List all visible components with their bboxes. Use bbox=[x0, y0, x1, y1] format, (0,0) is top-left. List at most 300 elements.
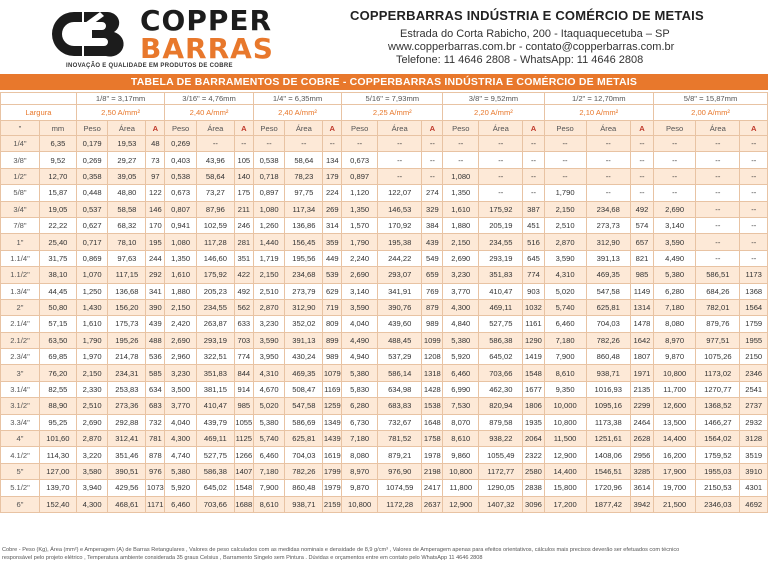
area-cell: 469,35 bbox=[586, 267, 630, 283]
ampere-header: A bbox=[422, 121, 443, 136]
area-cell: 175,73 bbox=[108, 316, 146, 332]
area-cell: 29,27 bbox=[108, 152, 146, 168]
width-mm-cell: 63,50 bbox=[39, 332, 76, 348]
peso-cell: 0,358 bbox=[76, 168, 108, 184]
peso-cell: 17,900 bbox=[654, 463, 696, 479]
width-mm-cell: 114,30 bbox=[39, 447, 76, 463]
area-cell: 625,81 bbox=[586, 299, 630, 315]
area-cell: 195,56 bbox=[285, 250, 323, 266]
area-cell: 391,13 bbox=[285, 332, 323, 348]
area-cell: 58,64 bbox=[196, 168, 234, 184]
area-cell: -- bbox=[696, 217, 740, 233]
ampere-cell: 774 bbox=[234, 349, 253, 365]
ampere-cell: 781 bbox=[146, 431, 165, 447]
ampere-cell: 659 bbox=[422, 267, 443, 283]
ampere-cell: 2159 bbox=[323, 496, 342, 512]
area-cell: 102,59 bbox=[196, 217, 234, 233]
ampere-cell: -- bbox=[740, 234, 768, 250]
ampere-header: A bbox=[323, 121, 342, 136]
area-cell: 273,36 bbox=[108, 398, 146, 414]
peso-cell: 5,380 bbox=[443, 332, 479, 348]
area-cell: 1172,77 bbox=[479, 463, 523, 479]
peso-cell: 7,180 bbox=[253, 463, 285, 479]
peso-cell: 6,460 bbox=[165, 496, 197, 512]
peso-cell: 2,690 bbox=[165, 332, 197, 348]
ampere-cell: 1806 bbox=[523, 398, 544, 414]
ampere-cell: 1208 bbox=[422, 349, 443, 365]
table-title: TABELA DE BARRAMENTOS DE COBRE - COPPERBARRAS INDÚSTRIA E COMÉRCIO DE METAIS bbox=[0, 74, 768, 90]
ampere-cell: 1349 bbox=[323, 414, 342, 430]
area-cell: -- bbox=[586, 152, 630, 168]
ampere-cell: 387 bbox=[523, 201, 544, 217]
area-cell: 352,02 bbox=[285, 316, 323, 332]
ampere-cell: 422 bbox=[234, 267, 253, 283]
area-cell: 634,98 bbox=[378, 381, 422, 397]
peso-cell: 10,800 bbox=[443, 463, 479, 479]
peso-cell: 3,950 bbox=[253, 349, 285, 365]
table-row bbox=[1, 398, 768, 414]
peso-cell: 9,860 bbox=[443, 447, 479, 463]
ampere-cell: 1407 bbox=[234, 463, 253, 479]
area-cell: 586,51 bbox=[696, 267, 740, 283]
width-inch-cell: 3" bbox=[1, 365, 40, 381]
peso-cell: 0,179 bbox=[76, 136, 108, 152]
peso-header: Peso bbox=[76, 121, 108, 136]
area-cell: 195,38 bbox=[378, 234, 422, 250]
peso-cell: 5,740 bbox=[253, 431, 285, 447]
peso-cell: 8,610 bbox=[253, 496, 285, 512]
area-cell: 312,90 bbox=[285, 299, 323, 315]
ampere-cell: 2541 bbox=[740, 381, 768, 397]
peso-cell: 0,897 bbox=[342, 168, 378, 184]
area-cell: 381,15 bbox=[196, 381, 234, 397]
ampere-cell: 1161 bbox=[523, 316, 544, 332]
ampere-cell: 2838 bbox=[523, 480, 544, 496]
ampere-cell: 439 bbox=[422, 234, 443, 250]
peso-cell: 1,080 bbox=[165, 234, 197, 250]
ampere-cell: 170 bbox=[146, 217, 165, 233]
ampere-cell: 2346 bbox=[740, 365, 768, 381]
area-cell: 78,23 bbox=[285, 168, 323, 184]
area-cell: 1564,02 bbox=[696, 431, 740, 447]
peso-cell: 3,500 bbox=[165, 381, 197, 397]
area-cell: 1270,77 bbox=[696, 381, 740, 397]
thickness-header: 3/8" = 9,52mm bbox=[443, 93, 544, 105]
current-density-header: 2,10 A/mm² bbox=[544, 105, 654, 121]
ampere-cell: 574 bbox=[630, 217, 653, 233]
peso-cell: 4,490 bbox=[654, 250, 696, 266]
peso-cell: 2,330 bbox=[76, 381, 108, 397]
ampere-cell: -- bbox=[234, 136, 253, 152]
width-inch-cell: 2.1/4" bbox=[1, 316, 40, 332]
peso-cell: 0,717 bbox=[76, 234, 108, 250]
width-inch-cell: 1/2" bbox=[1, 168, 40, 184]
area-cell: -- bbox=[696, 168, 740, 184]
area-cell: -- bbox=[696, 201, 740, 217]
peso-cell: 0,718 bbox=[253, 168, 285, 184]
area-cell: 136,68 bbox=[108, 283, 146, 299]
peso-cell: 1,350 bbox=[342, 201, 378, 217]
footer-line-2: responsável pelo projeto elétrico , Temperatura ambiente considerada 35 graus Celsius , Barramento Singelo sem Pintura . Dúvidas e orçamentos entre em contato pelo WhatsApp 11 4646 2808 bbox=[2, 555, 483, 561]
area-cell: 146,60 bbox=[196, 250, 234, 266]
peso-cell: 6,990 bbox=[443, 381, 479, 397]
width-mm-cell: 9,52 bbox=[39, 152, 76, 168]
area-cell: 351,83 bbox=[196, 365, 234, 381]
area-cell: 1251,61 bbox=[586, 431, 630, 447]
ampere-cell: 2737 bbox=[740, 398, 768, 414]
ampere-cell: 105 bbox=[234, 152, 253, 168]
area-cell: 469,11 bbox=[196, 431, 234, 447]
area-cell: 860,48 bbox=[285, 480, 323, 496]
company-address: Estrada do Corta Rabicho, 200 - Itaquaquecetuba – SP bbox=[400, 28, 670, 40]
ampere-cell: 2464 bbox=[630, 414, 653, 430]
width-mm-cell: 44,45 bbox=[39, 283, 76, 299]
peso-cell: 8,070 bbox=[443, 414, 479, 430]
ampere-cell: 3910 bbox=[740, 463, 768, 479]
area-cell: 73,27 bbox=[196, 185, 234, 201]
peso-header: Peso bbox=[443, 121, 479, 136]
peso-cell: 2,510 bbox=[253, 283, 285, 299]
area-cell: -- bbox=[696, 152, 740, 168]
peso-cell: 13,500 bbox=[654, 414, 696, 430]
width-inch-cell: 4.1/2" bbox=[1, 447, 40, 463]
table-row bbox=[1, 316, 768, 332]
ampere-cell: 1318 bbox=[422, 365, 443, 381]
ampere-cell: 732 bbox=[146, 414, 165, 430]
area-cell: 527,75 bbox=[479, 316, 523, 332]
area-cell: 782,26 bbox=[285, 463, 323, 479]
area-cell: 879,21 bbox=[378, 447, 422, 463]
peso-cell: 17,200 bbox=[544, 496, 586, 512]
header-row-current bbox=[1, 105, 768, 121]
area-cell: 429,56 bbox=[108, 480, 146, 496]
peso-cell: 1,080 bbox=[253, 201, 285, 217]
width-mm-cell: 6,35 bbox=[39, 136, 76, 152]
ampere-cell: 1073 bbox=[146, 480, 165, 496]
ampere-cell: 1807 bbox=[630, 349, 653, 365]
footer-notes bbox=[2, 546, 766, 562]
area-header: Área bbox=[378, 121, 422, 136]
peso-cell: 1,610 bbox=[76, 316, 108, 332]
peso-cell: 1,570 bbox=[342, 217, 378, 233]
ampere-cell: 224 bbox=[323, 185, 342, 201]
peso-cell: 2,870 bbox=[76, 431, 108, 447]
ampere-cell: 809 bbox=[323, 316, 342, 332]
area-cell: 430,24 bbox=[285, 349, 323, 365]
area-cell: 312,90 bbox=[586, 234, 630, 250]
width-inch-cell: 1.3/4" bbox=[1, 283, 40, 299]
ampere-cell: 989 bbox=[422, 316, 443, 332]
width-inch-cell: 3.1/4" bbox=[1, 381, 40, 397]
area-cell: 322,51 bbox=[196, 349, 234, 365]
peso-cell: 1,610 bbox=[443, 201, 479, 217]
ampere-cell: -- bbox=[422, 152, 443, 168]
table-row bbox=[1, 365, 768, 381]
ampere-cell: -- bbox=[740, 217, 768, 233]
peso-cell: 19,700 bbox=[654, 480, 696, 496]
peso-cell: 2,870 bbox=[253, 299, 285, 315]
ampere-cell: 384 bbox=[422, 217, 443, 233]
peso-cell: 1,080 bbox=[443, 168, 479, 184]
width-mm-cell: 95,25 bbox=[39, 414, 76, 430]
peso-cell: 3,590 bbox=[253, 332, 285, 348]
ampere-cell: 516 bbox=[523, 234, 544, 250]
ampere-cell: 769 bbox=[422, 283, 443, 299]
peso-cell: 4,310 bbox=[253, 365, 285, 381]
peso-cell: 7,900 bbox=[544, 349, 586, 365]
peso-cell: 1,260 bbox=[253, 217, 285, 233]
area-cell: 273,73 bbox=[586, 217, 630, 233]
ampere-cell: 536 bbox=[146, 349, 165, 365]
ampere-cell: 844 bbox=[234, 365, 253, 381]
thickness-header: 1/4" = 6,35mm bbox=[253, 93, 341, 105]
peso-cell: 12,600 bbox=[654, 398, 696, 414]
ampere-cell: 719 bbox=[323, 299, 342, 315]
ampere-cell: 1642 bbox=[630, 332, 653, 348]
ampere-cell: 1055 bbox=[234, 414, 253, 430]
peso-cell: 2,690 bbox=[76, 414, 108, 430]
width-inch-cell: 3.3/4" bbox=[1, 414, 40, 430]
area-cell: -- bbox=[378, 136, 422, 152]
ampere-cell: 985 bbox=[234, 398, 253, 414]
table-row bbox=[1, 480, 768, 496]
peso-cell: 1,120 bbox=[342, 185, 378, 201]
width-mm-cell: 19,05 bbox=[39, 201, 76, 217]
ampere-cell: 2135 bbox=[630, 381, 653, 397]
header bbox=[0, 0, 768, 74]
table-row bbox=[1, 217, 768, 233]
ampere-cell: -- bbox=[323, 136, 342, 152]
peso-cell: 4,740 bbox=[165, 447, 197, 463]
area-cell: 2346,03 bbox=[696, 496, 740, 512]
width-inch-cell: 1.1/2" bbox=[1, 267, 40, 283]
peso-cell: 11,700 bbox=[654, 381, 696, 397]
area-cell: 1016,93 bbox=[586, 381, 630, 397]
peso-cell: 3,140 bbox=[342, 283, 378, 299]
area-cell: 234,55 bbox=[479, 234, 523, 250]
area-cell: 97,75 bbox=[285, 185, 323, 201]
peso-cell: 0,538 bbox=[165, 168, 197, 184]
peso-cell: 5,380 bbox=[253, 414, 285, 430]
area-cell: 703,66 bbox=[196, 496, 234, 512]
ampere-cell: 2322 bbox=[523, 447, 544, 463]
area-cell: 645,02 bbox=[479, 349, 523, 365]
ampere-cell: 1799 bbox=[323, 463, 342, 479]
peso-cell: 5,380 bbox=[165, 463, 197, 479]
area-cell: -- bbox=[586, 136, 630, 152]
peso-cell: -- bbox=[253, 136, 285, 152]
peso-cell: 6,730 bbox=[342, 414, 378, 430]
area-cell: 312,41 bbox=[108, 431, 146, 447]
peso-cell: 5,020 bbox=[253, 398, 285, 414]
ampere-header: A bbox=[740, 121, 768, 136]
area-cell: 782,26 bbox=[586, 332, 630, 348]
peso-cell: 1,880 bbox=[165, 283, 197, 299]
ampere-cell: 2417 bbox=[422, 480, 443, 496]
area-cell: 469,35 bbox=[285, 365, 323, 381]
area-cell: 390,51 bbox=[108, 463, 146, 479]
peso-cell: 11,800 bbox=[443, 480, 479, 496]
area-cell: 683,83 bbox=[378, 398, 422, 414]
thickness-header: 1/2" = 12,70mm bbox=[544, 93, 654, 105]
unit-mm-header: mm bbox=[39, 121, 76, 136]
peso-cell: 2,150 bbox=[165, 299, 197, 315]
area-cell: -- bbox=[479, 168, 523, 184]
ampere-cell: 281 bbox=[234, 234, 253, 250]
peso-header: Peso bbox=[654, 121, 696, 136]
area-cell: 234,31 bbox=[108, 365, 146, 381]
peso-cell: 2,420 bbox=[165, 316, 197, 332]
area-cell: 175,92 bbox=[196, 267, 234, 283]
ampere-cell: 274 bbox=[422, 185, 443, 201]
area-cell: 1172,28 bbox=[378, 496, 422, 512]
peso-cell: -- bbox=[544, 136, 586, 152]
area-cell: 879,58 bbox=[479, 414, 523, 430]
ampere-cell: 1758 bbox=[422, 431, 443, 447]
peso-cell: 3,590 bbox=[342, 299, 378, 315]
ampere-cell: 2932 bbox=[740, 414, 768, 430]
peso-cell: 6,460 bbox=[443, 365, 479, 381]
peso-cell: 0,403 bbox=[165, 152, 197, 168]
peso-cell: -- bbox=[654, 168, 696, 184]
ampere-cell: 314 bbox=[323, 217, 342, 233]
peso-cell: 1,350 bbox=[443, 185, 479, 201]
peso-cell: 8,970 bbox=[654, 332, 696, 348]
ampere-cell: 3614 bbox=[630, 480, 653, 496]
area-cell: 43,96 bbox=[196, 152, 234, 168]
peso-cell: 10,800 bbox=[654, 365, 696, 381]
area-cell: 410,47 bbox=[479, 283, 523, 299]
peso-cell: 4,040 bbox=[342, 316, 378, 332]
ampere-cell: 179 bbox=[323, 168, 342, 184]
ampere-cell: 329 bbox=[422, 201, 443, 217]
ampere-header: A bbox=[523, 121, 544, 136]
area-cell: 462,30 bbox=[479, 381, 523, 397]
ampere-cell: -- bbox=[523, 152, 544, 168]
table-row bbox=[1, 201, 768, 217]
peso-cell: 8,080 bbox=[342, 447, 378, 463]
ampere-cell: 146 bbox=[146, 201, 165, 217]
area-cell: 97,63 bbox=[108, 250, 146, 266]
peso-cell: 2,510 bbox=[544, 217, 586, 233]
ampere-cell: 1149 bbox=[630, 283, 653, 299]
peso-cell: -- bbox=[654, 136, 696, 152]
area-cell: 117,15 bbox=[108, 267, 146, 283]
area-cell: -- bbox=[696, 234, 740, 250]
peso-cell: 4,300 bbox=[165, 431, 197, 447]
ampere-cell: 175 bbox=[234, 185, 253, 201]
peso-cell: 0,807 bbox=[165, 201, 197, 217]
peso-cell: 4,300 bbox=[443, 299, 479, 315]
area-cell: 156,20 bbox=[108, 299, 146, 315]
ampere-cell: 3096 bbox=[523, 496, 544, 512]
peso-header: Peso bbox=[253, 121, 285, 136]
peso-header: Peso bbox=[165, 121, 197, 136]
ampere-cell: -- bbox=[630, 152, 653, 168]
ampere-cell: 633 bbox=[234, 316, 253, 332]
peso-cell: 3,590 bbox=[654, 234, 696, 250]
logo-wordmark-top: COPPER bbox=[140, 4, 273, 37]
area-cell: 136,86 bbox=[285, 217, 323, 233]
ampere-cell: 914 bbox=[234, 381, 253, 397]
area-header: Área bbox=[696, 121, 740, 136]
peso-cell: 0,269 bbox=[76, 152, 108, 168]
ampere-cell: 351 bbox=[234, 250, 253, 266]
ampere-cell: 1478 bbox=[630, 316, 653, 332]
table-row bbox=[1, 152, 768, 168]
area-cell: -- bbox=[378, 152, 422, 168]
peso-cell: 5,920 bbox=[165, 480, 197, 496]
peso-cell: 4,670 bbox=[253, 381, 285, 397]
peso-cell: 3,220 bbox=[76, 447, 108, 463]
peso-cell: 7,180 bbox=[544, 332, 586, 348]
area-cell: 205,23 bbox=[196, 283, 234, 299]
peso-cell: 0,869 bbox=[76, 250, 108, 266]
ampere-cell: -- bbox=[422, 168, 443, 184]
area-cell: 273,79 bbox=[285, 283, 323, 299]
peso-cell: 2,150 bbox=[443, 234, 479, 250]
area-cell: 537,29 bbox=[378, 349, 422, 365]
ampere-cell: 492 bbox=[234, 283, 253, 299]
area-cell: 782,01 bbox=[696, 299, 740, 315]
area-cell: 527,75 bbox=[196, 447, 234, 463]
ampere-cell: 359 bbox=[323, 234, 342, 250]
ampere-cell: 1099 bbox=[422, 332, 443, 348]
peso-cell: 1,610 bbox=[165, 267, 197, 283]
peso-cell: 4,040 bbox=[165, 414, 197, 430]
ampere-cell: -- bbox=[630, 185, 653, 201]
peso-cell: 3,590 bbox=[544, 250, 586, 266]
company-name: COPPERBARRAS INDÚSTRIA E COMÉRCIO DE METAIS bbox=[350, 8, 704, 23]
peso-cell: 2,240 bbox=[342, 250, 378, 266]
ampere-cell: 1971 bbox=[630, 365, 653, 381]
ampere-cell: 1125 bbox=[234, 431, 253, 447]
area-cell: 488,45 bbox=[378, 332, 422, 348]
corner-cell bbox=[1, 93, 77, 105]
width-mm-cell: 88,90 bbox=[39, 398, 76, 414]
width-mm-cell: 76,20 bbox=[39, 365, 76, 381]
ampere-cell: -- bbox=[523, 168, 544, 184]
area-cell: 703,66 bbox=[479, 365, 523, 381]
area-cell: 253,83 bbox=[108, 381, 146, 397]
area-cell: 439,79 bbox=[196, 414, 234, 430]
area-cell: 625,81 bbox=[285, 431, 323, 447]
ampere-cell: 269 bbox=[323, 201, 342, 217]
table-row bbox=[1, 381, 768, 397]
ampere-cell: 1259 bbox=[323, 398, 342, 414]
area-cell: 263,87 bbox=[196, 316, 234, 332]
ampere-cell: 903 bbox=[523, 283, 544, 299]
peso-cell: 0,673 bbox=[165, 185, 197, 201]
ampere-cell: 341 bbox=[146, 283, 165, 299]
peso-cell: 4,300 bbox=[76, 496, 108, 512]
peso-cell: 9,350 bbox=[544, 381, 586, 397]
ampere-cell: 1079 bbox=[323, 365, 342, 381]
ampere-cell: 140 bbox=[234, 168, 253, 184]
header-row-subcolumns bbox=[1, 121, 768, 136]
ampere-cell: 1935 bbox=[523, 414, 544, 430]
area-cell: 704,03 bbox=[285, 447, 323, 463]
area-cell: 146,53 bbox=[378, 201, 422, 217]
peso-cell: 1,790 bbox=[342, 234, 378, 250]
peso-cell: 1,250 bbox=[76, 283, 108, 299]
company-phone: Telefone: 11 4646 2808 - WhatsApp: 11 4646 2808 bbox=[396, 54, 644, 66]
company-web: www.copperbarras.com.br - contato@copperbarras.com.br bbox=[388, 41, 675, 53]
ampere-cell: 645 bbox=[523, 250, 544, 266]
width-inch-cell: 5" bbox=[1, 463, 40, 479]
area-cell: 170,92 bbox=[378, 217, 422, 233]
ampere-cell: -- bbox=[740, 152, 768, 168]
